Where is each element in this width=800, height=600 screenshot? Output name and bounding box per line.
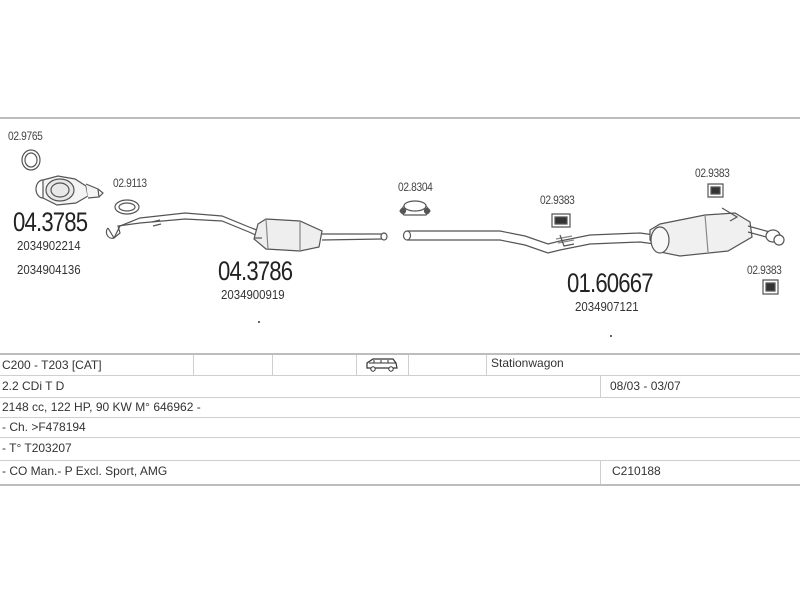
clamp-02-8304-icon: [400, 201, 430, 215]
column-divider: [600, 461, 601, 484]
catalyst-oe-1: 2034902214: [17, 238, 81, 253]
engine-cell: 2.2 CDi T D: [2, 379, 65, 393]
chassis-cell: - Ch. >F478194: [2, 420, 86, 434]
options-cell: - CO Man.- P Excl. Sport, AMG: [2, 464, 168, 478]
years-cell: 08/03 - 03/07: [610, 379, 681, 393]
gasket-02-9113-icon: [115, 200, 139, 214]
table-row-type: [0, 438, 800, 461]
table-row-model: [0, 355, 800, 376]
type-cell: - T° T203207: [2, 441, 72, 455]
hanger-02-9383-icon-2: [708, 184, 723, 197]
catalyst-04-3785-icon: [36, 176, 103, 205]
hanger-3-code: 02.9383: [747, 263, 782, 277]
rear-silencer-01-60667-icon: [404, 208, 785, 256]
rear-silencer-oe-1: 2034907121: [575, 299, 639, 314]
station-wagon-icon: [366, 358, 398, 378]
gasket-1-code: 02.9113: [113, 176, 147, 190]
rear-silencer-code: 01.60667: [567, 268, 653, 298]
table-row-options: [0, 461, 800, 486]
specs-cell: 2148 cc, 122 HP, 90 KW M° 646962 -: [2, 400, 201, 414]
column-divider: [600, 376, 601, 397]
marker-dot: [610, 335, 612, 337]
column-divider: [408, 355, 409, 375]
column-divider: [486, 355, 487, 375]
clamp-2-code: 02.8304: [398, 180, 433, 194]
hanger-02-9383-icon-1: [552, 214, 570, 227]
hanger-1-code: 02.9383: [540, 193, 575, 207]
clamp-02-9765-icon: [22, 150, 40, 170]
hanger-02-9383-icon-3: [763, 280, 778, 294]
table-row-engine: [0, 376, 800, 398]
column-divider: [193, 355, 194, 375]
marker-dot: [258, 321, 260, 323]
column-divider: [272, 355, 273, 375]
catalyst-oe-2: 2034904136: [17, 262, 81, 277]
hanger-2-code: 02.9383: [695, 166, 730, 180]
table-row-specs: [0, 398, 800, 418]
catalyst-code: 04.3785: [13, 207, 88, 237]
front-pipe-04-3786-icon: [106, 213, 387, 251]
front-pipe-oe-1: 2034900919: [221, 287, 285, 302]
body-type-cell: Stationwagon: [491, 356, 564, 370]
clamp-1-code: 02.9765: [8, 129, 43, 143]
model-cell: C200 - T203 [CAT]: [2, 358, 102, 372]
ref-cell: C210188: [612, 464, 661, 478]
front-pipe-code: 04.3786: [218, 256, 293, 286]
column-divider: [356, 355, 357, 375]
table-row-chassis: [0, 418, 800, 438]
